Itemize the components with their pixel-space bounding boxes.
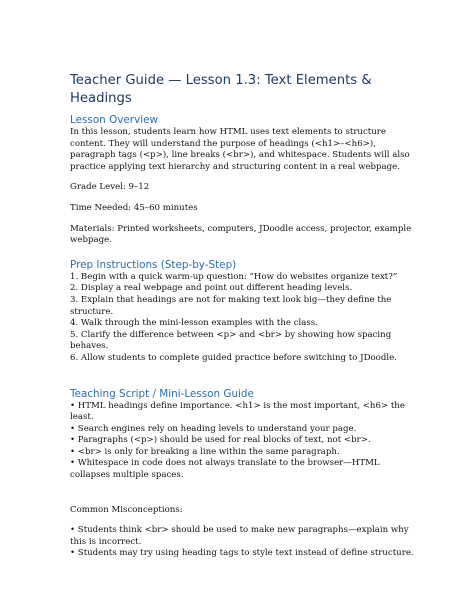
teaching-script-heading: Teaching Script / Mini-Lesson Guide — [70, 387, 254, 400]
document-title: Teacher Guide — Lesson 1.3: Text Elements & Headings — [70, 73, 372, 106]
lesson-overview-paragraph: In this lesson, students learn how HTML uses text elements to structure content. They will understand the purpose of headings (<h1>–<h6>), paragraph tags (<p>), line breaks (<br>), and whitespace. Students will also practice applying text hierarchy and structuring content in a real webpage. — [70, 127, 410, 172]
prep-step: 3. Explain that headings are not for making text look big—they define the structure. — [70, 294, 392, 317]
script-bullet: • Search engines rely on heading levels to understand your page. — [70, 423, 357, 434]
time-needed-text: Time Needed: 45–60 minutes — [70, 202, 198, 213]
prep-step: 5. Clarify the difference between <p> and <br> by showing how spacing behaves. — [70, 329, 392, 352]
lesson-overview-heading: Lesson Overview — [70, 114, 158, 126]
prep-step: 4. Walk through the mini-lesson examples with the class. — [70, 318, 318, 329]
script-bullet: • Paragraphs (<p>) should be used for real blocks of text, not <br>. — [70, 435, 371, 446]
prep-step: 2. Display a real webpage and point out different heading levels. — [70, 283, 353, 294]
materials-text: Materials: Printed worksheets, computers, JDoodle access, projector, example webpage. — [70, 223, 412, 246]
misconception-bullet: • Students may try using heading tags to style text instead of define structure. — [70, 548, 414, 559]
misconception-bullet: • Students think <br> should be used to make new paragraphs—explain why this is incorrect. — [70, 525, 409, 547]
misconceptions-label: Common Misconceptions: — [70, 504, 183, 515]
prep-step: 6. Allow students to complete guided practice before switching to JDoodle. — [70, 352, 397, 363]
teaching-script-list — [70, 401, 414, 482]
script-bullet: • Whitespace in code does not always translate to the browser—HTML collapses multiple spaces. — [70, 458, 380, 481]
prep-step: 1. Begin with a quick warm-up question: “How do websites organize text?” — [70, 271, 398, 282]
misconceptions-list — [70, 525, 414, 560]
script-bullet: • <br> is only for breaking a line within the same paragraph. — [70, 446, 340, 457]
script-bullet: • HTML headings define importance. <h1> is the most important, <h6> the least. — [70, 400, 405, 423]
grade-level-text: Grade Level: 9–12 — [70, 182, 150, 193]
prep-instructions-heading: Prep Instructions (Step-by-Step) — [70, 258, 237, 271]
prep-steps-list — [70, 272, 414, 365]
